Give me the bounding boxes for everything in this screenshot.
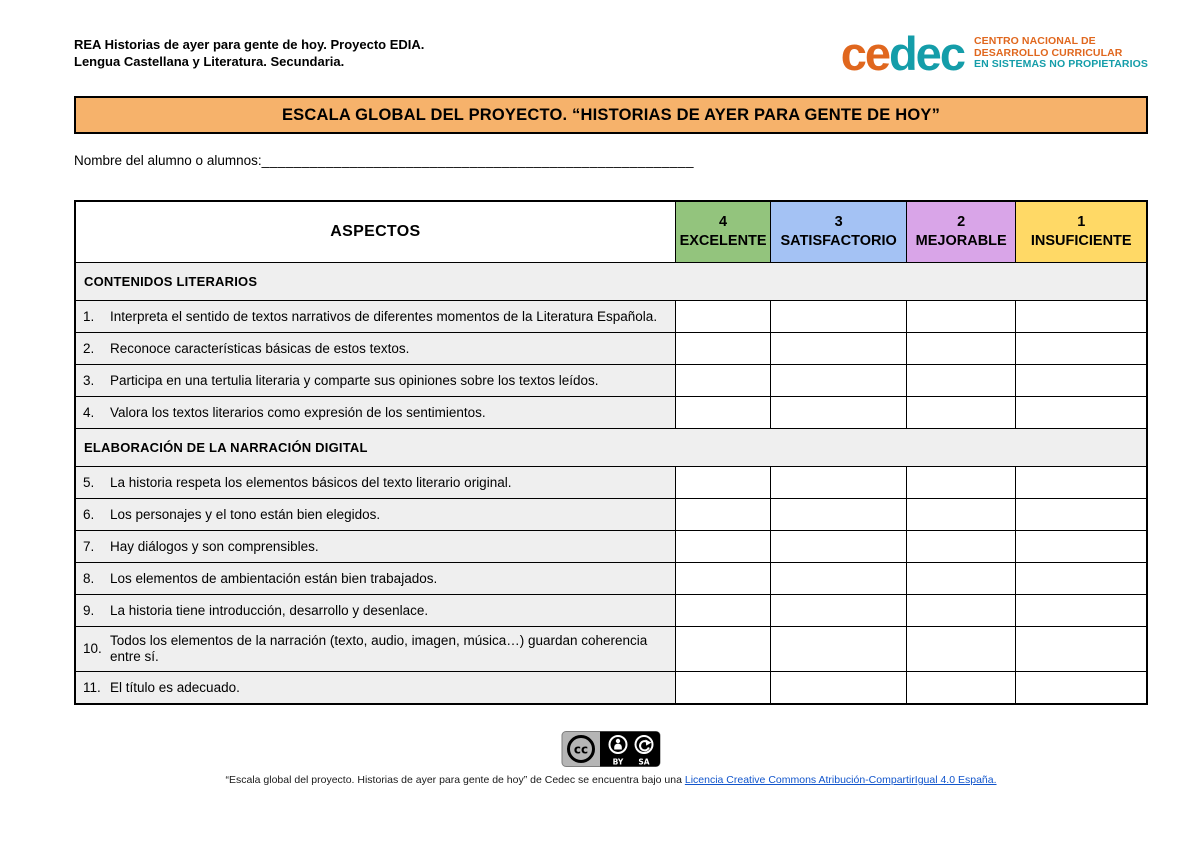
- score-number: 1: [1077, 214, 1086, 230]
- table-row: [76, 365, 1146, 397]
- document-heading: [74, 36, 1148, 70]
- row-number: 11.: [83, 679, 101, 695]
- score-cell: [1016, 531, 1146, 562]
- aspect-cell: [76, 365, 676, 396]
- score-cell: [676, 563, 772, 594]
- table-row: [76, 499, 1146, 531]
- score-cell: [1016, 595, 1146, 626]
- sa-label: SA: [638, 757, 650, 767]
- score-header-excellent: [676, 202, 772, 262]
- aspects-header-cell: [76, 202, 676, 262]
- student-name-line: [74, 153, 1148, 168]
- row-number: 6.: [83, 506, 95, 522]
- table-row: [76, 672, 1146, 703]
- score-cell: [771, 531, 907, 562]
- table-row: [76, 397, 1146, 429]
- score-cell: [1016, 499, 1146, 530]
- score-header-satisfactory: [771, 202, 907, 262]
- row-number: 7.: [83, 538, 95, 554]
- score-cell: [771, 563, 907, 594]
- aspect-cell: [76, 563, 676, 594]
- aspect-cell: [76, 333, 676, 364]
- heading-line2: Lengua Castellana y Literatura. Secundaria.: [74, 54, 345, 69]
- score-cell: [771, 467, 907, 498]
- score-cell: [1016, 627, 1146, 671]
- score-cell: [1016, 397, 1146, 428]
- svg-text:cc: cc: [573, 742, 589, 757]
- student-name-label: Nombre del alumno o alumnos:: [74, 153, 262, 168]
- rubric-table: [74, 200, 1148, 705]
- row-text: Valora los textos literarios como expresión de los sentimientos.: [110, 404, 486, 420]
- aspect-cell: [76, 467, 676, 498]
- score-label: EXCELENTE: [679, 233, 767, 249]
- row-number: 10.: [83, 641, 102, 656]
- score-cell: [1016, 563, 1146, 594]
- score-cell: [771, 499, 907, 530]
- score-cell: [771, 397, 907, 428]
- row-number: 3.: [83, 372, 95, 388]
- aspect-cell: [76, 301, 676, 332]
- score-cell: [907, 531, 1017, 562]
- section-row: CONTENIDOS LITERARIOS: [76, 263, 1146, 301]
- score-cell: [771, 333, 907, 364]
- score-cell: [907, 627, 1017, 671]
- score-cell: [907, 397, 1017, 428]
- tagline-line1: CENTRO NACIONAL DE: [973, 35, 1096, 48]
- license-text-before: “Escala global del proyecto. Historias de ayer para gente de hoy” de Cedec se encuentra bajo una: [225, 774, 685, 786]
- table-row: [76, 301, 1146, 333]
- tagline-line2: DESARROLLO CURRICULAR: [973, 46, 1123, 59]
- score-cell: [771, 672, 907, 703]
- score-cell: [1016, 672, 1146, 703]
- table-row: [76, 563, 1146, 595]
- license-link[interactable]: Licencia Creative Commons Atribución-CompartirIgual 4.0 España.: [684, 774, 997, 786]
- score-cell: [676, 397, 772, 428]
- section-row: ELABORACIÓN DE LA NARRACIÓN DIGITAL: [76, 429, 1146, 467]
- score-cell: [771, 627, 907, 671]
- score-cell: [676, 301, 772, 332]
- row-number: 2.: [83, 340, 95, 356]
- row-text: La historia respeta los elementos básicos del texto literario original.: [110, 474, 512, 490]
- score-cell: [1016, 467, 1146, 498]
- score-cell: [676, 333, 772, 364]
- student-name-blank: ______________________________________________________: [261, 153, 695, 168]
- score-cell: [676, 467, 772, 498]
- score-cell: [676, 499, 772, 530]
- score-cell: [676, 365, 772, 396]
- aspect-cell: [76, 595, 676, 626]
- score-cell: [676, 531, 772, 562]
- row-text: Los personajes y el tono están bien elegidos.: [110, 506, 381, 522]
- aspect-cell: [76, 627, 676, 671]
- score-cell: [907, 499, 1017, 530]
- score-header-improvable: [907, 202, 1017, 262]
- score-number: 3: [834, 214, 843, 230]
- aspect-cell: [76, 531, 676, 562]
- row-number: 9.: [83, 602, 95, 618]
- aspect-cell: [76, 672, 676, 703]
- row-text: Todos los elementos de la narración (texto, audio, imagen, música…) guardan coherencia entre sí.: [110, 633, 648, 664]
- score-number: 4: [719, 214, 728, 230]
- logo-dec: dec: [888, 27, 964, 80]
- row-text: Reconoce características básicas de estos textos.: [110, 340, 410, 356]
- score-label: INSUFICIENTE: [1030, 233, 1132, 249]
- table-row: [76, 531, 1146, 563]
- row-number: 5.: [83, 474, 95, 490]
- footer: [74, 730, 1148, 786]
- row-number: 4.: [83, 404, 95, 420]
- score-cell: [676, 672, 772, 703]
- cc-by-sa-badge: [561, 730, 661, 768]
- score-cell: [907, 333, 1017, 364]
- score-cell: [907, 301, 1017, 332]
- aspects-header-label: ASPECTOS: [330, 223, 421, 240]
- score-cell: [907, 365, 1017, 396]
- license-text: [225, 774, 996, 786]
- score-label: MEJORABLE: [915, 233, 1007, 249]
- table-body: [76, 263, 1146, 703]
- banner-title: ESCALA GLOBAL DEL PROYECTO. “HISTORIAS DE AYER PARA GENTE DE HOY”: [281, 105, 941, 124]
- score-cell: [907, 563, 1017, 594]
- row-text: Interpreta el sentido de textos narrativos de diferentes momentos de la Literatura Española.: [110, 308, 658, 324]
- row-text: El título es adecuado.: [110, 679, 240, 695]
- score-cell: [1016, 333, 1146, 364]
- logo-ce: ce: [840, 27, 889, 80]
- by-label: BY: [612, 757, 624, 767]
- aspect-cell: [76, 499, 676, 530]
- score-header-insufficient: [1016, 202, 1146, 262]
- table-header-row: [76, 202, 1146, 263]
- row-text: Los elementos de ambientación están bien trabajados.: [110, 570, 438, 586]
- heading-line1: REA Historias de ayer para gente de hoy. Proyecto EDIA.: [74, 37, 425, 52]
- score-cell: [771, 301, 907, 332]
- score-cell: [1016, 301, 1146, 332]
- tagline-line3: EN SISTEMAS NO PROPIETARIOS: [973, 58, 1148, 71]
- row-text: Participa en una tertulia literaria y comparte sus opiniones sobre los textos leídos.: [110, 372, 599, 388]
- banner: [74, 96, 1148, 134]
- score-cell: [676, 595, 772, 626]
- score-cell: [907, 672, 1017, 703]
- row-text: Hay diálogos y son comprensibles.: [110, 538, 319, 554]
- score-cell: [676, 627, 772, 671]
- row-number: 8.: [83, 570, 95, 586]
- row-text: La historia tiene introducción, desarrollo y desenlace.: [110, 602, 429, 618]
- table-row: [76, 627, 1146, 672]
- score-cell: [1016, 365, 1146, 396]
- score-label: SATISFACTORIO: [780, 233, 897, 249]
- score-number: 2: [957, 214, 966, 230]
- score-cell: [907, 467, 1017, 498]
- aspect-cell: [76, 397, 676, 428]
- score-cell: [771, 595, 907, 626]
- table-row: [76, 467, 1146, 499]
- score-cell: [907, 595, 1017, 626]
- table-row: [76, 333, 1146, 365]
- score-cell: [771, 365, 907, 396]
- row-number: 1.: [83, 308, 95, 324]
- table-row: [76, 595, 1146, 627]
